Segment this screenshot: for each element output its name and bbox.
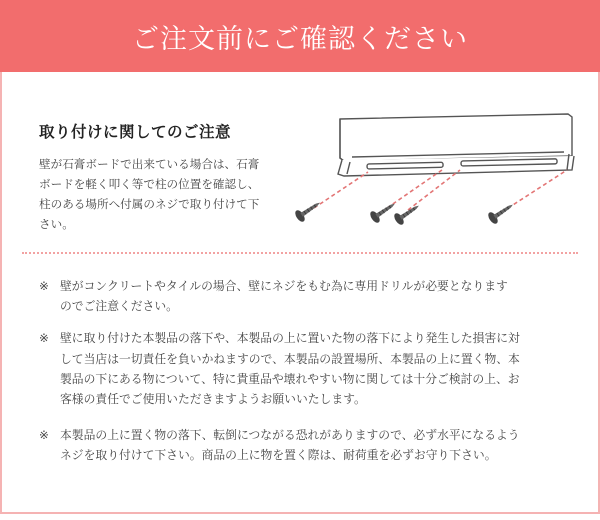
note-item: [39, 328, 579, 409]
banner-title: ご注文前にご確認ください: [132, 23, 468, 55]
intro-line: 柱のある場所へ付属のネジで取り付けて下: [39, 197, 260, 211]
notes-list: [39, 276, 579, 466]
section-title: 取り付けに関してのご注意: [39, 123, 232, 141]
note-line: 客様の責任でご使用いただきますようお願いいたします。: [60, 392, 366, 407]
screw-icon: [392, 200, 422, 226]
screw-icon: [293, 197, 323, 223]
note-mark: ※: [39, 331, 49, 346]
dotted-divider: [22, 252, 578, 254]
screw-icon: [368, 198, 398, 224]
note-line: 壁がコンクリートやタイルの場合、壁にネジをもむ為に専用ドリルが必要となります: [60, 279, 508, 293]
header-banner: [0, 0, 600, 72]
intro-line: 壁が石膏ボードで出来ている場合は、石膏: [39, 157, 260, 171]
intro-line: さい。: [39, 217, 74, 231]
screw-icon: [486, 199, 516, 225]
intro-text: [39, 154, 299, 234]
note-line: 壁に取り付けた本製品の落下や、本製品の上に置いた物の落下により発生した損害に対: [60, 331, 520, 346]
wall-shelf: [338, 114, 574, 176]
note-line: のでご注意ください。: [60, 299, 178, 314]
note-line: 本製品の上に置く物の落下、転倒につながる恐れがありますので、必ず水平になるよう: [60, 428, 520, 443]
note-mark: ※: [39, 279, 49, 293]
note-mark: ※: [39, 428, 49, 443]
note-item: [39, 276, 579, 316]
note-line: 製品の下にある物について、特に貴重品や壊れやすい物に関しては十分ご検討の上、お: [60, 371, 520, 386]
note-line: して当店は一切責任を負いかねますので、本製品の設置場所、本製品の上に置く物、本: [60, 351, 520, 366]
note-line: ネジを取り付けて下さい。商品の上に物を置く際は、耐荷重を必ずお守り下さい。: [60, 448, 497, 463]
shelf-mounting-illustration: [292, 104, 582, 234]
note-item: [39, 425, 579, 465]
intro-line: ボードを軽く叩く等で柱の位置を確認し、: [39, 177, 260, 191]
